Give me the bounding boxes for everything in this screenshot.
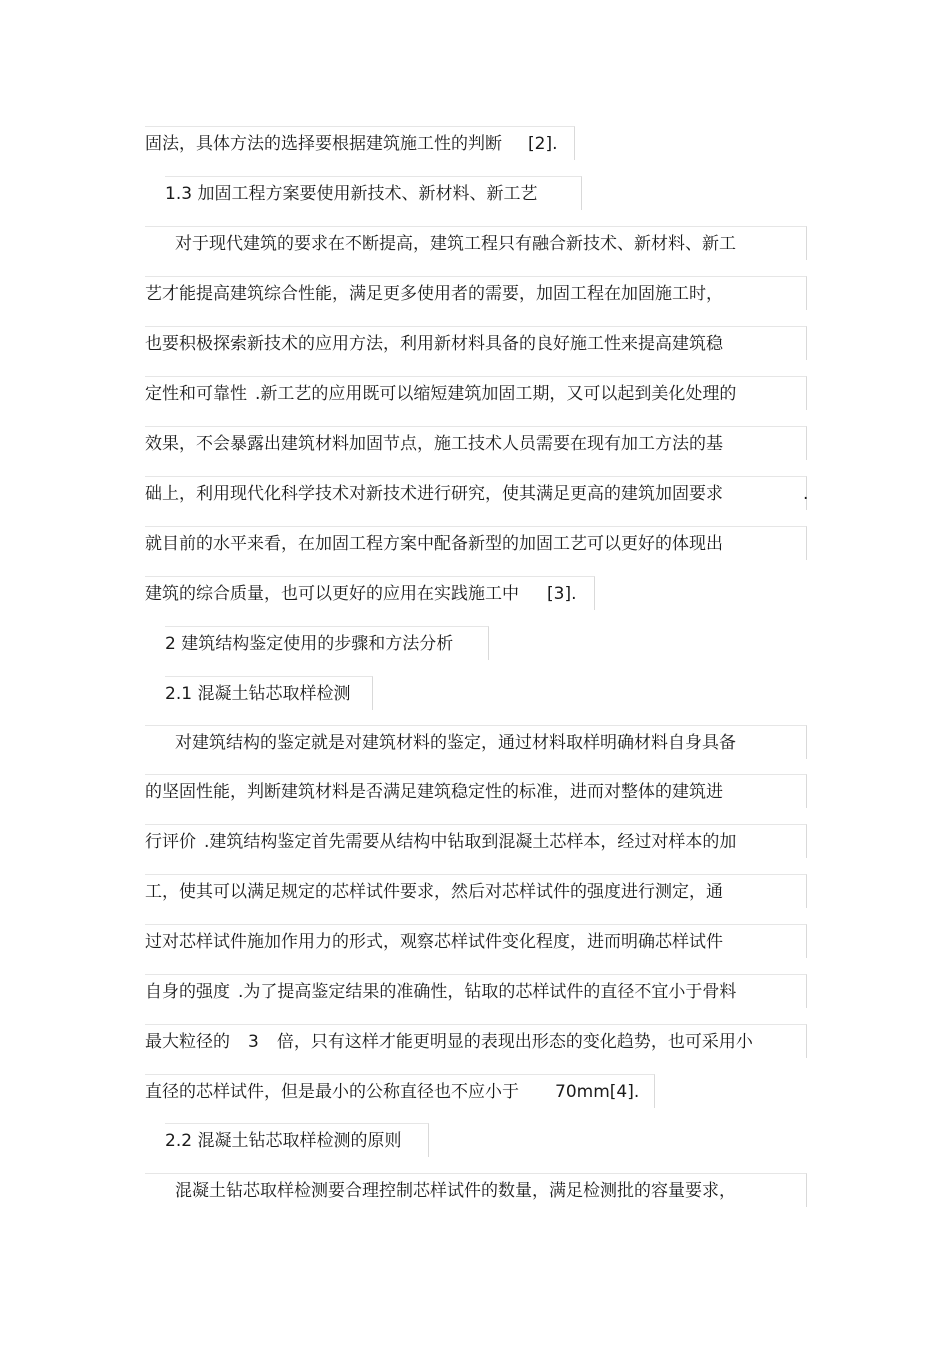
paragraph-line	[145, 1024, 807, 1058]
line-text: 混凝土钻芯取样检测要合理控制芯样试件的数量，满足检测批的容量要求，	[175, 1181, 736, 1201]
line-text: 最大粒径的	[145, 1032, 230, 1052]
line-text: 工，使其可以满足规定的芯样试件要求，然后对芯样试件的强度进行测定，通	[145, 882, 723, 902]
line-text: 对于现代建筑的要求在不断提高，建筑工程只有融合新技术、新材料、新工	[175, 234, 736, 254]
section-heading	[165, 676, 373, 710]
paragraph-line	[145, 874, 807, 908]
line-text: 的坚固性能，判断建筑材料是否满足建筑稳定性的标准，进而对整体的建筑进	[145, 782, 723, 802]
paragraph-line	[145, 924, 807, 958]
line-text: 定性和可靠性	[145, 384, 247, 404]
number-value: 3	[248, 1032, 259, 1052]
line-text: 对建筑结构的鉴定就是对建筑材料的鉴定，通过材料取样明确材料自身具备	[175, 733, 736, 753]
line-text: 效果，不会暴露出建筑材料加固节点，施工技术人员需要在现有加工方法的基	[145, 434, 723, 454]
line-text: 艺才能提高建筑综合性能，满足更多使用者的需要，加固工程在加固施工时，	[145, 284, 723, 304]
heading-text: 1.3 加固工程方案要使用新技术、新材料、新工艺	[165, 184, 538, 204]
line-text: 础上，利用现代化科学技术对新技术进行研究，使其满足更高的建筑加固要求	[145, 484, 723, 504]
paragraph-line	[145, 576, 595, 610]
heading-text: 2 建筑结构鉴定使用的步骤和方法分析	[165, 634, 454, 654]
paragraph-line	[145, 824, 807, 858]
line-text-cont: .新工艺的应用既可以缩短建筑加固工期，又可以起到美化处理的	[255, 384, 737, 404]
citation-ref: [2].	[528, 134, 558, 154]
paragraph-line	[145, 774, 807, 808]
line-end-period: .	[803, 484, 809, 504]
heading-text: 2.1 混凝土钻芯取样检测	[165, 684, 351, 704]
line-text: 直径的芯样试件，但是最小的公称直径也不应小于	[145, 1082, 519, 1102]
line-text: 自身的强度	[145, 982, 230, 1002]
paragraph-line	[145, 426, 807, 460]
citation-ref: [3].	[547, 584, 577, 604]
line-text: 建筑的综合质量，也可以更好的应用在实践施工中	[145, 584, 519, 604]
line-text: 固法，具体方法的选择要根据建筑施工性的判断	[145, 134, 502, 154]
line-text-cont: .为了提高鉴定结果的准确性，钻取的芯样试件的直径不宜小于骨料	[238, 982, 737, 1002]
section-heading	[165, 1123, 429, 1157]
line-text-cont: 倍，只有这样才能更明显的表现出形态的变化趋势，也可采用小	[276, 1032, 753, 1052]
paragraph-line	[145, 725, 807, 759]
paragraph-line	[145, 376, 807, 410]
heading-text: 2.2 混凝土钻芯取样检测的原则	[165, 1131, 402, 1151]
paragraph-line	[145, 526, 807, 560]
section-heading	[165, 626, 489, 660]
paragraph-line	[145, 276, 807, 310]
line-text: 就目前的水平来看，在加固工程方案中配备新型的加固工艺可以更好的体现出	[145, 534, 723, 554]
paragraph-line	[145, 476, 807, 510]
paragraph-line	[145, 226, 807, 260]
paragraph-line	[145, 126, 575, 160]
paragraph-line	[145, 974, 807, 1008]
line-text: 也要积极探索新技术的应用方法，利用新材料具备的良好施工性来提高建筑稳	[145, 334, 723, 354]
line-text: 行评价	[145, 832, 196, 852]
paragraph-line	[145, 1074, 655, 1108]
section-heading	[165, 176, 582, 210]
citation-ref: 70mm[4].	[555, 1082, 640, 1102]
line-text: 过对芯样试件施加作用力的形式，观察芯样试件变化程度，进而明确芯样试件	[145, 932, 723, 952]
paragraph-line	[145, 1173, 807, 1207]
paragraph-line	[145, 326, 807, 360]
line-text-cont: .建筑结构鉴定首先需要从结构中钻取到混凝土芯样本，经过对样本的加	[204, 832, 737, 852]
